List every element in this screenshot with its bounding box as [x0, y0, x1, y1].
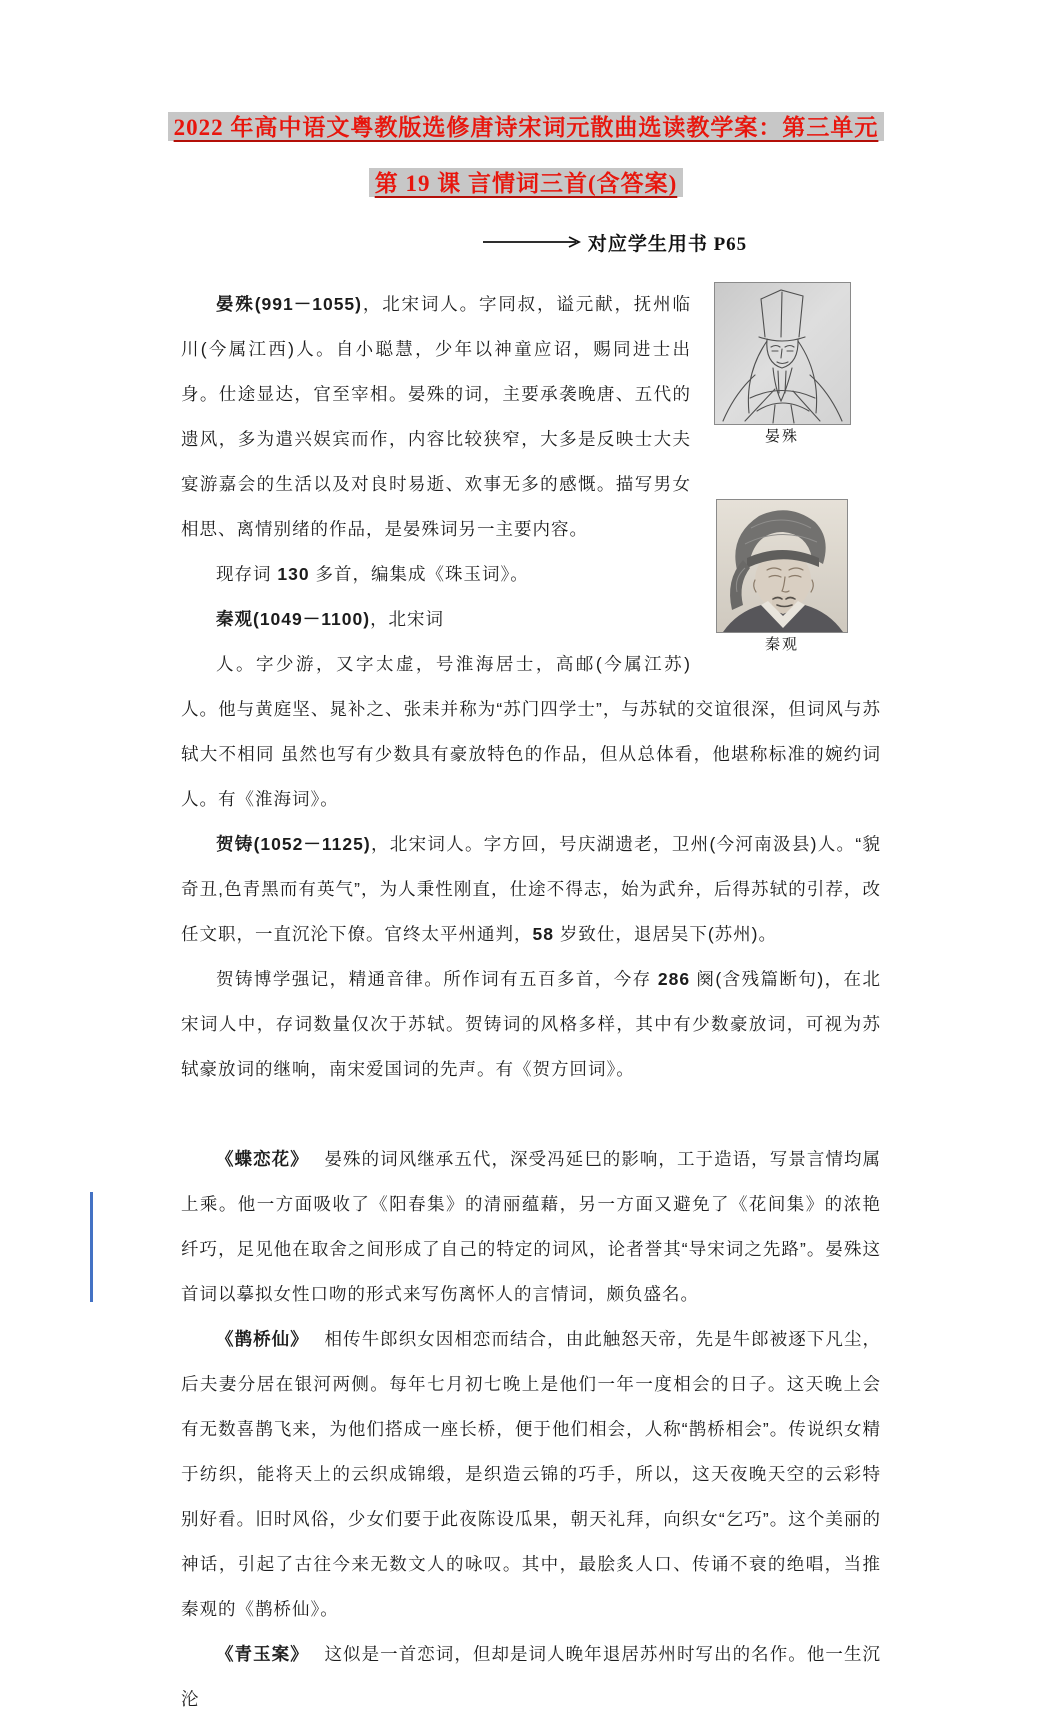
paragraph — [181, 957, 881, 1092]
paragraph-lead-text: 286 — [657, 969, 691, 989]
paragraph-lead-text: 晏殊(991－1055) — [216, 294, 362, 314]
paragraph-text: 贺铸博学强记，精通音律。所作词有五百多首，今存 — [216, 969, 658, 989]
paragraph-lead-text: 《鹊桥仙》 — [216, 1329, 301, 1349]
yanshu-portrait-image — [714, 282, 851, 425]
paragraph — [181, 1317, 881, 1632]
paragraph — [181, 822, 881, 957]
paragraph-text: 相传牛郎织女因相恋而结合，由此触怒天帝，先是牛郎被逐下凡尘，后夫妻分居在银河两侧。每年七月初七晚上是他们一年一度相会的日子。这天晚上会有无数喜鹊飞来，为他们搭成一座长桥，便于他们相会，人称“鹊桥相会”。传说织女精于纺织，能将天上的云织成锦缎，是织造云锦的巧手，所以，这天夜晚天空的云彩特别好看。旧时风俗，少女们要于此夜陈设瓜果，朝天礼拜，向织女“乞巧”。这个美丽的神话，引起了古往今来无数文人的咏叹。其中，最脍炙人口、传诵不衰的绝唱，当推秦观的《鹊桥仙》。 — [181, 1329, 881, 1619]
title-row-1 — [66, 100, 986, 156]
title-row-2 — [66, 156, 986, 212]
paragraph-text: ，北宋词人。字方回，号庆湖遗老，卫州(今河南汲县)人。“貌奇丑,色青黑而有英气”，为人秉性刚直，仕途不得志，始为武弁，后得苏轼的引荐，改任文职，一直沉沦下僚。官终太平州通判， — [181, 834, 881, 944]
paragraph — [181, 642, 881, 822]
paragraph-text: 现存词 — [216, 564, 278, 584]
document-page — [66, 0, 986, 1709]
figure-yanshu — [707, 282, 857, 449]
page-edge-indicator — [90, 1192, 93, 1302]
student-book-ref: 对应学生用书 P65 — [587, 233, 748, 255]
figure-qinguan — [707, 499, 857, 657]
paragraph — [181, 1137, 881, 1317]
work-intro-paragraphs — [181, 1137, 881, 1722]
paragraph-lead-text: 130 — [277, 564, 310, 584]
figure-caption-yanshu: 晏殊 — [764, 428, 799, 445]
paragraph-text: ，北宋词 — [370, 609, 445, 629]
paragraph-lead-text: 《青玉案》 — [216, 1644, 301, 1664]
paragraph-lead-text: 《蝶恋花》 — [216, 1149, 301, 1169]
paragraph-text: 岁致仕，退居吴下(苏州)。 — [553, 924, 777, 944]
paragraph-text: ，北宋词人。字同叔，谥元献，抚州临川(今属江西)人。自小聪慧，少年以神童应诏，赐同进士出身。仕途显达，官至宰相。晏殊的词，主要承袭晚唐、五代的遗风，多为遣兴娱宾而作，内容比较狭窄，大多是反映士大夫宴游嘉会的生活以及对良时易逝、欢事无多的感慨。描写男女相思、离情别绪的作品，是晏殊词另一主要内容。 — [181, 294, 691, 539]
qinguan-portrait-image — [716, 499, 848, 633]
paragraph — [181, 1632, 881, 1722]
arrow-right-icon — [481, 235, 585, 249]
paragraph-text: 这似是一首恋词，但却是词人晚年退居苏州时写出的名作。他一生沉沦 — [181, 1644, 881, 1709]
document-body — [181, 282, 881, 1722]
title-line-1: 2022 年高中语文粤教版选修唐诗宋词元散曲选读教学案：第三单元 — [168, 112, 885, 141]
student-book-pointer — [154, 228, 1052, 256]
paragraph-text: 晏殊的词风继承五代，深受冯延巳的影响，工于造语，写景言情均属上乘。他一方面吸收了《阳春集》的清丽蕴藉，另一方面又避免了《花间集》的浓艳纤巧，足见他在取舍之间形成了自己的特定的词风，论者誉其“导宋词之先路”。晏殊这首词以摹拟女性口吻的形式来写伤离怀人的言情词，颇负盛名。 — [181, 1149, 881, 1304]
document-title — [66, 0, 986, 212]
paragraph-text: 阕(含残篇断句)，在北宋词人中，存词数量仅次于苏轼。贺铸词的风格多样，其中有少数豪放词，可视为苏轼豪放词的继响，南宋爱国词的先声。有《贺方回词》。 — [181, 969, 881, 1079]
paragraph-text: 人。字少游，又字太虚，号淮海居士，高邮(今属江苏)人。他与黄庭坚、晁补之、张耒并称为“苏门四学士”，与苏轼的交谊很深，但词风与苏轼大不相同 虽然也写有少数具有豪放特色的作品，但从总体看，他堪称标准的婉约词人。有《淮海词》。 — [181, 654, 881, 809]
paragraph-lead-text: 58 — [532, 924, 554, 944]
paragraph-lead-text: 秦观(1049－1100) — [216, 609, 371, 629]
title-line-2: 第 19 课 言情词三首(含答案) — [369, 168, 684, 197]
figure-caption-qinguan: 秦观 — [764, 636, 799, 653]
paragraph-lead-text: 贺铸(1052－1125) — [216, 834, 371, 854]
paragraph-text: 多首，编集成《珠玉词》。 — [309, 564, 529, 584]
